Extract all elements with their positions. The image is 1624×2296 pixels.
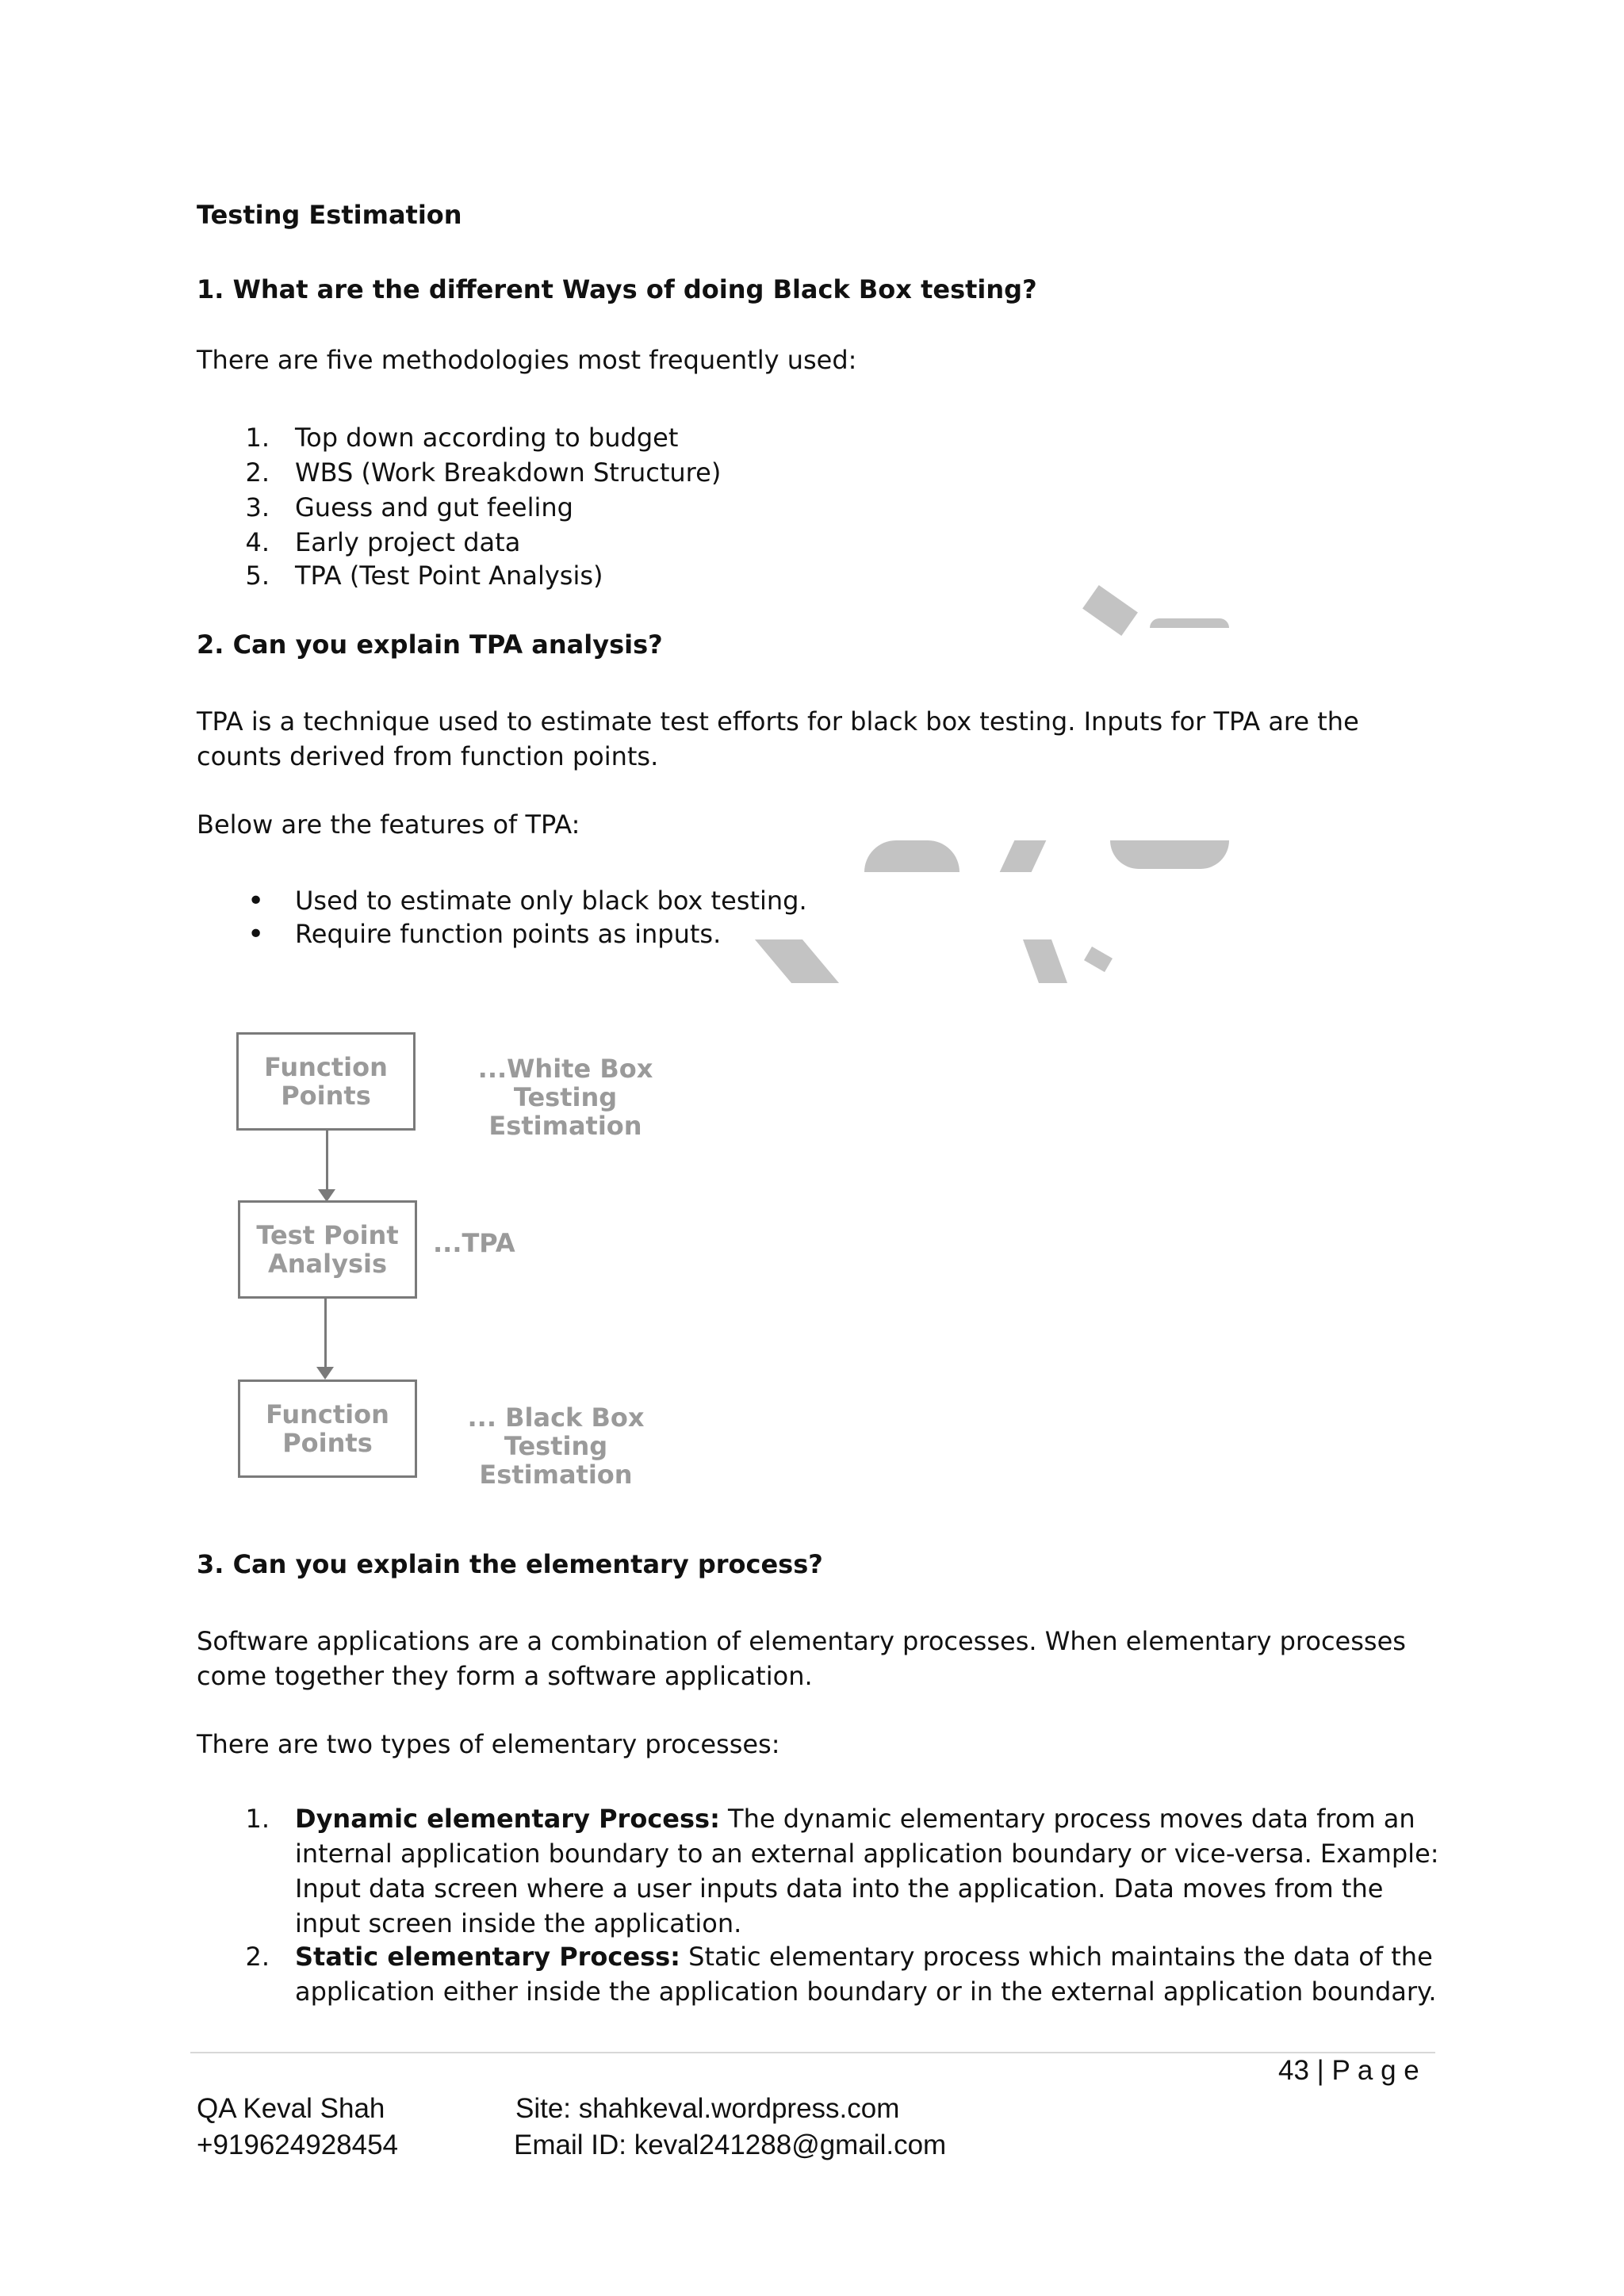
arrow-connector: [324, 1299, 327, 1372]
question-3: 3. Can you explain the elementary process?: [197, 1549, 823, 1579]
list-number: 1.: [245, 423, 270, 453]
list-item: Require function points as inputs.: [295, 919, 722, 949]
list-number: 2.: [245, 457, 270, 488]
arrow-connector: [326, 1131, 328, 1194]
page-heading: Testing Estimation: [197, 200, 462, 230]
page-number: 43 | P a g e: [1278, 2055, 1419, 2086]
author-email: Email ID: keval241288@gmail.com: [514, 2130, 947, 2160]
q3-paragraph: Software applications are a combination of elementary processes. When elementary processes come together they form a software application.: [197, 1626, 1406, 1691]
author-name: QA Keval Shah: [197, 2093, 385, 2124]
term: Static elementary Process:: [295, 1942, 680, 1972]
list-item: Top down according to budget: [295, 423, 679, 453]
q2-paragraph: TPA is a technique used to estimate test efforts for black box testing. Inputs for TPA are the counts derived from function points.: [197, 706, 1359, 771]
list-number: 2.: [245, 1942, 270, 1972]
function-points-box-bottom: Function Points: [238, 1380, 417, 1478]
list-item: Used to estimate only black box testing.: [295, 886, 807, 916]
question-2: 2. Can you explain TPA analysis?: [197, 629, 663, 660]
list-item: WBS (Work Breakdown Structure): [295, 457, 722, 488]
question-1: 1. What are the different Ways of doing Black Box testing?: [197, 274, 1037, 304]
author-site: Site: shahkeval.wordpress.com: [515, 2093, 900, 2124]
list-item: TPA (Test Point Analysis): [295, 561, 603, 591]
list-item: Early project data: [295, 527, 521, 557]
footer-divider: [190, 2052, 1435, 2053]
arrow-down-icon: [316, 1367, 334, 1380]
term: Dynamic elementary Process:: [295, 1804, 720, 1834]
list-item: Guess and gut feeling: [295, 492, 573, 522]
bullet-icon: [247, 924, 263, 940]
list-number: 5.: [245, 561, 270, 591]
tpa-label: ...TPA: [433, 1228, 515, 1258]
function-points-box-top: Function Points: [236, 1032, 416, 1131]
list-number: 4.: [245, 527, 270, 557]
white-box-label: ...White Box Testing Estimation: [477, 1054, 653, 1141]
black-box-label: ... Black Box Testing Estimation: [467, 1402, 645, 1490]
q1-intro: There are five methodologies most frequently used:: [197, 345, 857, 375]
list-item: Dynamic elementary Process: The dynamic elementary process moves data from an internal application boundary to an external application boundary or vice-versa. Example: Input data screen where a user inputs data into the application. Data moves from the input screen inside the application.: [295, 1804, 1439, 1938]
list-item: Static elementary Process: Static elementary process which maintains the data of the application either inside the application boundary or in the external application boundary.: [295, 1942, 1437, 2007]
q3-types-intro: There are two types of elementary processes:: [197, 1729, 780, 1759]
test-point-analysis-box: Test Point Analysis: [238, 1200, 417, 1299]
q2-features-intro: Below are the features of TPA:: [197, 809, 580, 840]
list-number: 1.: [245, 1804, 270, 1834]
author-phone: +919624928454: [197, 2130, 399, 2160]
bullet-icon: [247, 891, 263, 907]
list-number: 3.: [245, 492, 270, 522]
